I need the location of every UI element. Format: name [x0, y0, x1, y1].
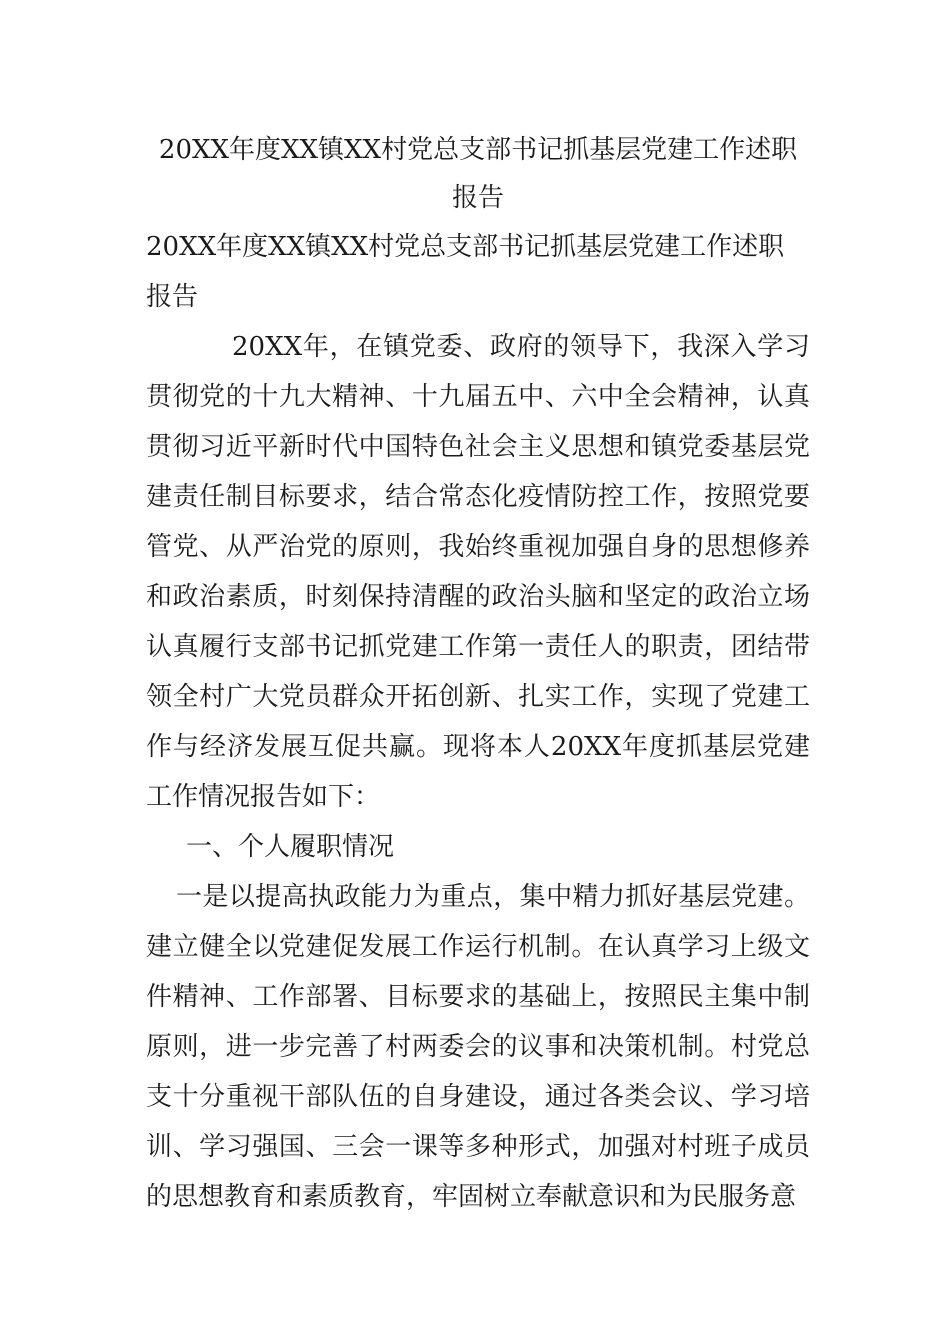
- body-paragraph: 一是以提高执政能力为重点，集中精力抓好基层党建。建立健全以党建促发展工作运行机制。在认真学习上级文件精神、工作部署、目标要求的基础上，按照民主集中制原则，进一步完善了村两委会的议事和决策机制。村党总支十分重视干部队伍的自身建设，通过各类会议、学习培训、学习强国、三会一课等多种形式，加强对村班子成员的思想教育和素质教育，牢固树立奉献意识和为民服务意: [146, 882, 810, 1212]
- section-heading: 一、个人履职情况: [186, 832, 395, 862]
- document-subtitle: 20XX年度XX镇XX村党总支部书记抓基层党建工作述职报告: [146, 232, 785, 312]
- document-page: [146, 126, 810, 1222]
- intro-paragraph: 20XX年，在镇党委、政府的领导下，我深入学习贯彻党的十九大精神、十九届五中、六中全会精神，认真贯彻习近平新时代中国特色社会主义思想和镇党委基层党建责任制目标要求，结合常态化疫情防控工作，按照党要管党、从严治党的原则，我始终重视加强自身的思想修养和政治素质，时刻保持清醒的政治头脑和坚定的政治立场认真履行支部书记抓党建工作第一责任人的职责，团结带领全村广大党员群众开拓创新、扎实工作，实现了党建工作与经济发展互促共赢。现将本人20XX年度抓基层党建工作情况报告如下：: [146, 332, 810, 812]
- document-title: 20XX年度XX镇XX村党总支部书记抓基层党建工作述职报告: [158, 135, 798, 213]
